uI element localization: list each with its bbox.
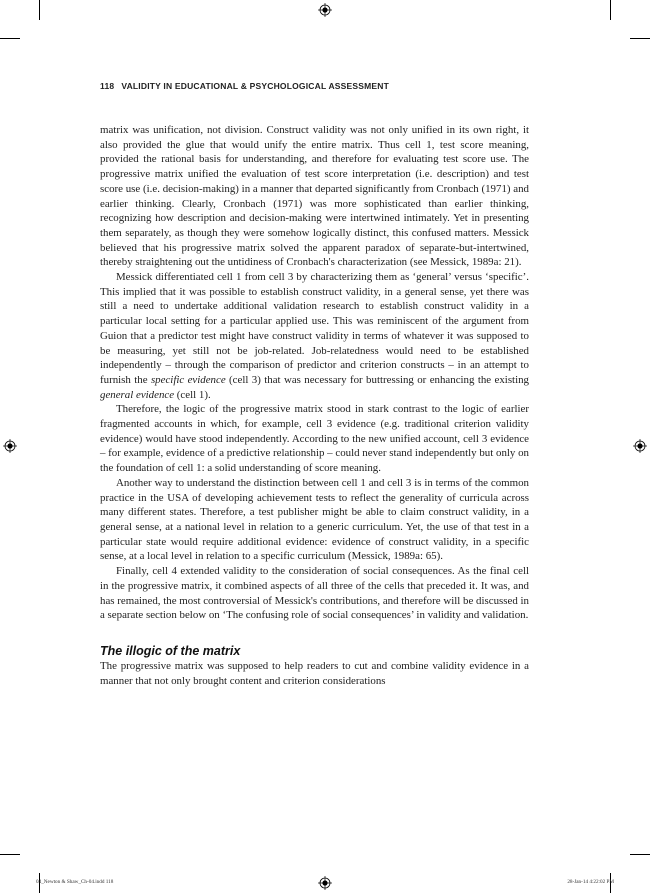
registration-mark-icon [318, 3, 332, 17]
slug-file-info: 04_Newton & Shaw_Ch-04.indd 118 [36, 879, 114, 885]
registration-mark-icon [633, 439, 647, 453]
paragraph-2-text-a: Messick differentiated cell 1 from cell 3 by characterizing them as ‘general’ versus ‘specific’. This implied that it was possible to establish construct validity, in a general sense, yet there was still a need to undertake additional validation research to establish construct validity in a particular local setting for a particular applied use. This was reminiscent of the argument from Guion that a predictor test might have construct validity in terms of whatever it was supposed to be measuring, yet still not be job-related. Job-relatedness would need to be established independently – through the comparison of predictor and criterion constructs – in an attempt to furnish the [100, 271, 529, 386]
crop-mark-bottom-right-horizontal [630, 854, 650, 855]
registration-mark-icon [318, 876, 332, 890]
page-number: 118 [100, 81, 115, 91]
paragraph-6: The progressive matrix was supposed to help readers to cut and combine validity evidence in a manner that not only brought content and criterion considerations [100, 659, 529, 687]
paragraph-1: matrix was unification, not division. Construct validity was not only unified in its own right, it also provided the glue that would unify the entire matrix. Thus cell 1, test score meaning, provided the rational basis for understanding, and therefore for evaluating test score use. The progressive matrix unified the evaluation of test score interpretation (i.e. description) and test score use (i.e. decision-making) in a manner that departed significantly from Cronbach (1971) and earlier thinking. Clearly, Cronbach (1971) was more sophisticated than earlier thinking, recognizing how description and decision-making were intertwined intimately. Yet in presenting them separately, as though they were somehow logically distinct, this confused matters. Messick believed that his progressive matrix solved the apparent paradox of separate-but-intertwined, thereby straightening out the untidiness of Cronbach's characterization (see Messick, 1989a: 21). [100, 124, 529, 269]
crop-mark-top-right-horizontal [630, 38, 650, 39]
paragraph-3: Therefore, the logic of the progressive matrix stood in stark contrast to the logic of earlier fragmented accounts in which, for example, cell 3 evidence (e.g. traditional criterion validity evidence) would have stood independently. According to the new unified account, cell 3 evidence – for example, evidence of a predictive relationship – could never stand independently but only on the foundation of cell 1: a solid understanding of score meaning. [100, 403, 529, 475]
section-heading: The illogic of the matrix [100, 643, 241, 658]
paragraph-5: Finally, cell 4 extended validity to the consideration of social consequences. As the final cell in the progressive matrix, it combined aspects of all three of the cells that preceded it. It was, and has remained, the most controversial of Messick's contributions, and therefore will be discussed in a separate section below on ‘The confusing role of social consequences’ in validity and validation. [100, 565, 529, 622]
crop-mark-top-right-vertical [610, 0, 611, 20]
running-head [100, 81, 389, 91]
running-head-title: VALIDITY IN EDUCATIONAL & PSYCHOLOGICAL ASSESSMENT [121, 81, 390, 91]
body-text [100, 123, 529, 688]
paragraph-2-emphasis-general-evidence: general evidence [100, 388, 175, 401]
crop-mark-top-left-horizontal [0, 38, 20, 39]
paragraph-2-emphasis-specific-evidence: specific evidence [150, 373, 226, 386]
registration-mark-icon [3, 439, 17, 453]
crop-mark-top-left-vertical [39, 0, 40, 20]
crop-mark-bottom-left-horizontal [0, 854, 20, 855]
paragraph-4: Another way to understand the distinction between cell 1 and cell 3 is in terms of the common practice in the USA of developing achievement tests to reflect the generality of curricula across many different states. Therefore, a test publisher might be able to claim construct validity, in a general sense, at a national level in relation to a generic curriculum. Yet, the use of that test in a particular state would require additional evidence: evidence of construct validity, in a specific sense, at a local level in relation to a specific curriculum (Messick, 1989a: 65). [100, 476, 529, 563]
paragraph-2-text-c: (cell 1). [174, 388, 211, 401]
slug-timestamp: 28-Jan-14 4:22:02 PM [567, 879, 614, 885]
paragraph-2 [100, 270, 529, 402]
paragraph-2-text-b: (cell 3) that was necessary for buttressing or enhancing the existing [225, 373, 530, 386]
